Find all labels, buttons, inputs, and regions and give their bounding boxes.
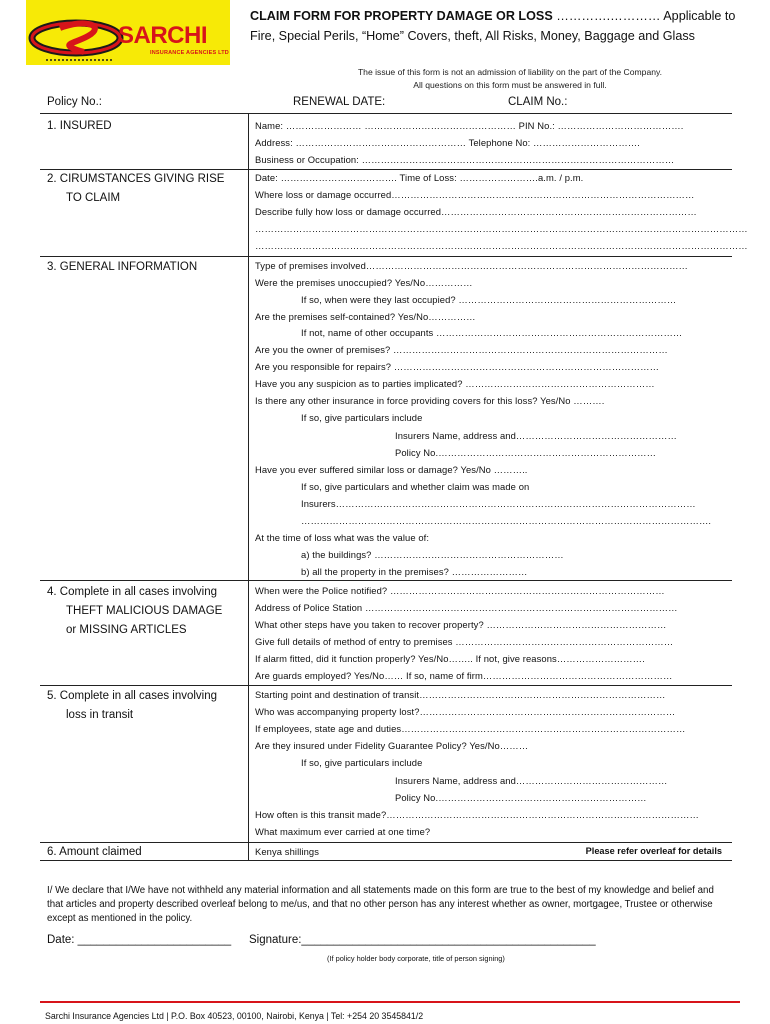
premises-type-field[interactable]: Type of premises involved…………………………………………………………………………………………: [255, 260, 689, 271]
transit-policy-no-field[interactable]: Policy No.…………………………………………………………: [395, 792, 647, 803]
section-divider: [40, 256, 732, 257]
company-logo: [26, 0, 230, 65]
section-divider: [40, 580, 732, 581]
section-insured-label: 1. INSURED: [47, 120, 112, 132]
insured-business-field[interactable]: Business or Occupation: ………………………………………………………………………………………: [255, 154, 675, 165]
other-occupants-field[interactable]: If not, name of other occupants ……………………………………………………………………: [301, 327, 683, 338]
entry-method-field[interactable]: Give full details of method of entry to premises ……………………………………………………………: [255, 636, 674, 647]
insurers-name-field[interactable]: Insurers Name, address and……………………………………………: [395, 430, 677, 441]
section-transit-label-cont: loss in transit: [66, 709, 134, 721]
premises-unoccupied-field[interactable]: Were the premises unoccupied? Yes/No……………: [255, 277, 473, 288]
loss-location-field[interactable]: Where loss or damage occurred……………………………………………………………………………………: [255, 189, 695, 200]
loss-date-time-field[interactable]: Date: ………………………………. Time of Loss: …………………….a.m. / p.m.: [255, 172, 584, 183]
section-transit-label: 5. Complete in all cases involving: [47, 690, 218, 702]
transit-insurers-field[interactable]: Insurers Name, address and…………………………………………: [395, 775, 668, 786]
accompanying-person-field[interactable]: Who was accompanying property lost?………………………………………………………………………: [255, 706, 676, 717]
recovery-steps-field[interactable]: What other steps have you taken to recover property? …………………………………………………: [255, 619, 667, 630]
footer-rule: [40, 1001, 740, 1003]
section-theft-label-cont: or MISSING ARTICLES: [66, 624, 187, 636]
maximum-carried-field[interactable]: What maximum ever carried at one time?: [255, 826, 431, 837]
claim-number-label: CLAIM No.:: [508, 96, 568, 108]
other-insurance-field[interactable]: Is there any other insurance in force providing covers for this loss? Yes/No ……….: [255, 395, 605, 406]
owner-field[interactable]: Are you the owner of premises? ……………………………………………………………………………: [255, 344, 668, 355]
table-top-rule: [40, 113, 732, 114]
insured-name-field[interactable]: Name: …………………… ………………………………………… PIN No.: ………………………………….: [255, 120, 684, 131]
similar-loss-field[interactable]: Have you ever suffered similar loss or damage? Yes/No ………..: [255, 464, 528, 475]
title-coverage: Fire, Special Perils, “Home” Covers, theft, All Risks, Money, Baggage and Glass: [250, 29, 695, 43]
transit-frequency-field[interactable]: How often is this transit made?………………………………………………………………………………………: [255, 809, 699, 820]
previous-insurers-field[interactable]: Insurers……………………………………………………………………………………………………: [301, 498, 696, 509]
section-theft-label: 4. Complete in all cases involving: [47, 586, 218, 598]
police-station-field[interactable]: Address of Police Station ………………………………………………………………………………………: [255, 602, 678, 613]
transit-route-field[interactable]: Starting point and destination of transit……………………………………………………………………: [255, 689, 666, 700]
loss-description-line[interactable]: …………………………………………………………………………………………………………………………………………: [255, 240, 748, 251]
previous-insurers-line[interactable]: ………………………………………………………………………………………………………………….: [301, 515, 712, 526]
renewal-date-label: RENEWAL DATE:: [293, 96, 386, 108]
logo-wordmark: SARCHI: [118, 22, 208, 49]
section-general-label: 3. GENERAL INFORMATION: [47, 261, 198, 273]
declaration-date-field[interactable]: Date: ________________________: [47, 934, 232, 946]
notice-line-2: All questions on this form must be answered in full.: [413, 80, 607, 90]
signature-note: (If policy holder body corporate, title of person signing): [327, 954, 505, 963]
transit-particulars-label: If so, give particulars include: [301, 757, 423, 768]
signature-field[interactable]: Signature:______________________________________________: [249, 934, 596, 946]
insured-address-field[interactable]: Address: ……………………………………………… Telephone No: …………………………….: [255, 137, 640, 148]
fidelity-guarantee-field[interactable]: Are they insured under Fidelity Guarantee Policy? Yes/No………: [255, 740, 529, 751]
policy-no-field[interactable]: Policy No.……………………………………………………………: [395, 447, 657, 458]
alarm-field[interactable]: If alarm fitted, did it function properly? Yes/No…….. If not, give reasons……………………….: [255, 653, 645, 664]
form-title: [250, 6, 750, 46]
suspicion-field[interactable]: Have you any suspicion as to parties implicated? ……………………………………………………: [255, 378, 655, 389]
amount-claimed-field[interactable]: Kenya shillings: [255, 846, 320, 857]
value-at-loss-label: At the time of loss what was the value of:: [255, 532, 430, 543]
title-bold: CLAIM FORM FOR PROPERTY DAMAGE OR LOSS: [250, 9, 553, 23]
table-bottom-rule: [40, 860, 732, 861]
section-circumstances-label: 2. CIRUMSTANCES GIVING RISE: [47, 173, 225, 185]
overleaf-note: Please refer overleaf for details: [585, 846, 722, 856]
logo-subtitle: INSURANCE AGENCIES LTD: [150, 50, 229, 56]
last-occupied-field[interactable]: If so, when were they last occupied? ……………………………………………………………: [301, 294, 677, 305]
loss-description-field[interactable]: Describe fully how loss or damage occurred………………………………………………………………………: [255, 206, 697, 217]
section-divider: [40, 685, 732, 686]
section-divider: [40, 842, 732, 843]
section-theft-label-cont: THEFT MALICIOUS DAMAGE: [66, 605, 223, 617]
repairs-responsibility-field[interactable]: Are you responsible for repairs? …………………………………………………………………………: [255, 361, 660, 372]
notice-line-1: The issue of this form is not an admission of liability on the part of the Company.: [357, 67, 663, 77]
section-amount-label: 6. Amount claimed: [47, 846, 142, 858]
property-value-field[interactable]: b) all the property in the premises? ……………………: [301, 566, 528, 577]
liability-notice: [250, 66, 770, 92]
declaration-text: I/ We declare that I/We have not withheld any material information and all statements made on this form are true to the best of my knowledge and belief and that articles and property described overleaf belong to me/us, and that no other person has any interest whether as owner, mortgagee, Trustee or otherwise except as mentioned in the policy.: [47, 885, 714, 924]
self-contained-field[interactable]: Are the premises self-contained? Yes/No……………: [255, 311, 476, 322]
section-circumstances-label-cont: TO CLAIM: [66, 192, 121, 204]
police-notified-field[interactable]: When were the Police notified? ……………………………………………………………………………: [255, 585, 665, 596]
claim-particulars-label: If so, give particulars and whether claim was made on: [301, 481, 530, 492]
buildings-value-field[interactable]: a) the buildings? ……………………………………………………: [301, 549, 564, 560]
footer-contact: Sarchi Insurance Agencies Ltd | P.O. Box 40523, 00100, Nairobi, Kenya | Tel: +254 20 3545841/2: [45, 1011, 424, 1021]
guards-field[interactable]: Are guards employed? Yes/No…… If so, name of firm……………………………………………………: [255, 670, 673, 681]
title-applicable: ………….………… Applicable to: [552, 9, 736, 23]
particulars-label: If so, give particulars include: [301, 412, 423, 423]
policy-number-label: Policy No.:: [47, 96, 102, 108]
table-column-divider: [248, 113, 249, 860]
employees-field[interactable]: If employees, state age and duties………………………………………………………………………………: [255, 723, 686, 734]
loss-description-line[interactable]: …………………………………………………………………………………………………………………………………………: [255, 223, 748, 234]
